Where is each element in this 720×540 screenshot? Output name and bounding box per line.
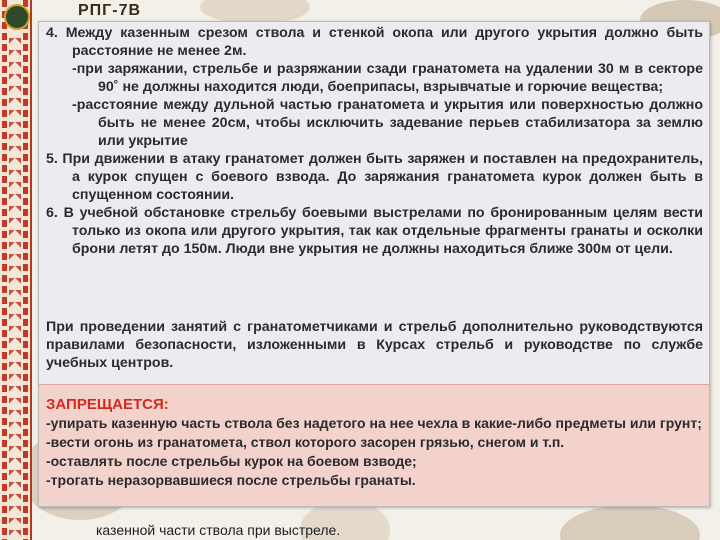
prohibited-item: -трогать неразорвавшиеся после стрельбы гранаты.: [46, 472, 416, 488]
prohibited-box: [39, 384, 709, 506]
bottom-caption: казенной части ствола при выстреле.: [96, 522, 341, 538]
rule-4-sub-1: -при заряжании, стрельбе и разряжании сзади гранатомета на удалении 30 м в секторе 90˚ не должны находится люди, боеприпасы, взрывчатые и горючие вещества;: [72, 61, 703, 95]
prohibited-item: -оставлять после стрельбы курок на боевом взводе;: [46, 453, 417, 469]
emblem-icon: [4, 4, 30, 30]
rule-4-sub-2: -расстояние между дульной частью гранатомета и укрытия или поверхностью должно быть не менее 20см, чтобы исключить задевание перьев стабилизатора за землю или укрытие: [72, 97, 703, 149]
prohibited-item: -вести огонь из гранатомета, ствол которого засорен грязью, снегом и т.п.: [46, 434, 565, 450]
additional-guidance: [46, 318, 703, 372]
rule-5: 5. При движении в атаку гранатомет должен быть заряжен и поставлен на предохранитель, а курок спущен с боевого взвода. До заряжания гранатомета курок должен быть в спущенном состоянии.: [46, 151, 703, 203]
rule-6: 6. В учебной обстановке стрельбу боевыми выстрелами по бронированным целям вести только из окопа или другого укрытия, так как отдельные фрагменты гранаты и осколки брони летят до 150м. Люди вне укрытия не должны находиться ближе 300м от цели.: [46, 205, 703, 257]
safety-rules: [46, 24, 703, 258]
prohibited-title: ЗАПРЕЩАЕТСЯ:: [46, 396, 169, 413]
ornamental-border: [0, 0, 32, 540]
guidance-text: При проведении занятий с гранатометчиками и стрельб дополнительно руководствуются правилами безопасности, изложенными в Курсах стрельб и руководстве по службе учебных центров.: [46, 319, 703, 371]
rule-4-heading: 4. Между казенным срезом ствола и стенкой окопа или другого укрытия должно быть расстояние не менее 2м.: [46, 25, 703, 59]
prohibited-item: -упирать казенную часть ствола без надетого на нее чехла в какие-либо предметы или грунт;: [46, 415, 702, 431]
rules-panel: [38, 21, 710, 507]
slide-header-title: РПГ-7В: [78, 2, 142, 19]
